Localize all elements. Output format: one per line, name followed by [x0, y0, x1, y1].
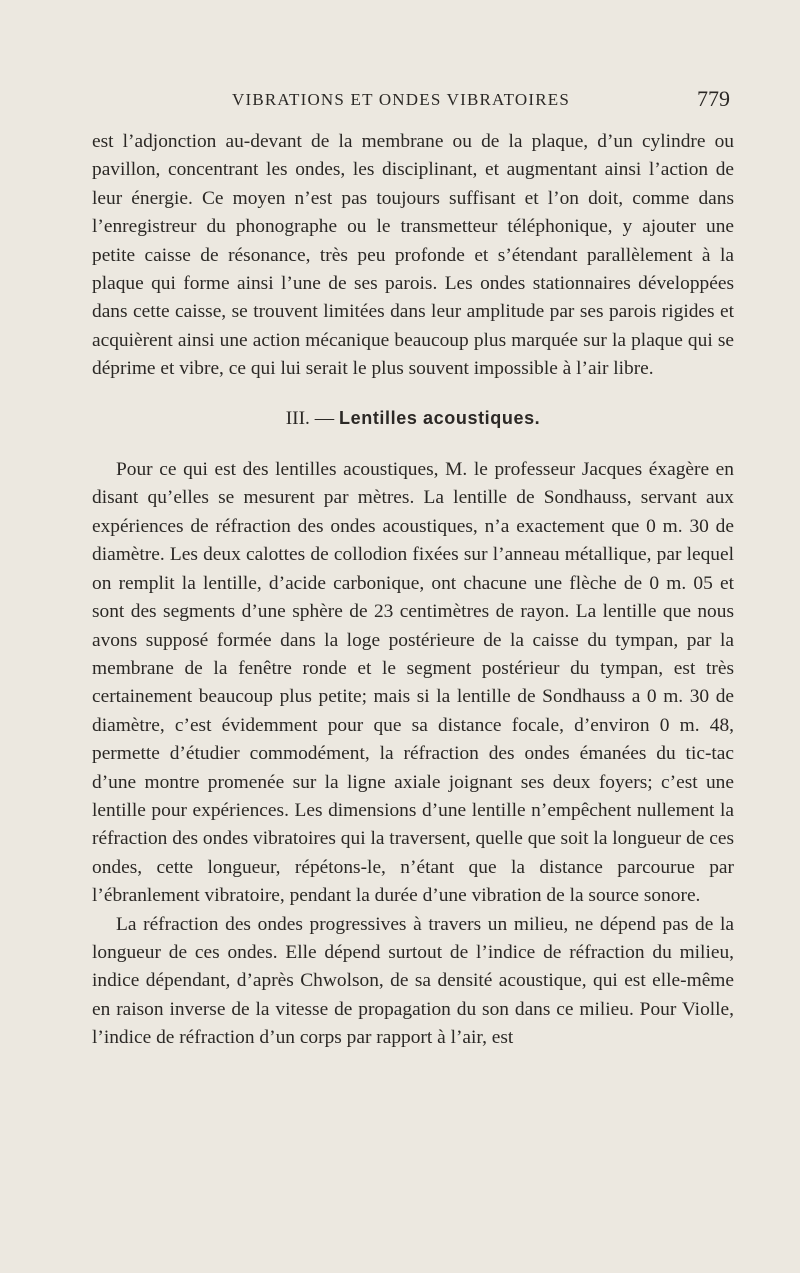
body-text [92, 128, 734, 1053]
paragraph-continuation: est l’adjonction au-devant de la membrane ou de la plaque, d’un cylindre ou pavillon, concentrant les ondes, les disciplinant, et augmentant ainsi l’action de leur énergie. Ce moyen n’est pas toujours suffisant et l’on doit, comme dans l’enregistreur du phonographe ou le transmetteur téléphonique, y ajouter une petite caisse de résonance, très peu profonde et s’étendant parallèlement à la plaque qui forme ainsi l’une de ses parois. Les ondes stationnaires développées dans cette caisse, se trouvent limitées dans leur amplitude par ses parois rigides et acquièrent ainsi une action mécanique beaucoup plus marquée sur la plaque qui se déprime et vibre, ce qui lui serait le plus souvent impossible à l’air libre. [92, 131, 734, 380]
section-heading [92, 404, 734, 433]
section-title: Lentilles acoustiques. [339, 407, 541, 428]
running-title: VIBRATIONS ET ONDES VIBRATOIRES [232, 90, 571, 109]
section-numeral: III. [285, 407, 310, 429]
paragraph-refraction: La réfraction des ondes progressives à travers un milieu, ne dépend pas de la longueur de ces ondes. Elle dépend surtout de l’indice de réfraction du milieu, indice dépendant, d’après Chwolson, de sa densité acoustique, qui est elle-même en raison inverse de la vitesse de propagation du son dans ce milieu. Pour Violle, l’indice de réfraction d’un corps par rapport à l’air, est [92, 913, 734, 1049]
section-dash: — [314, 407, 335, 429]
running-header [92, 86, 734, 116]
paragraph-lentilles: Pour ce qui est des lentilles acoustiques, M. le professeur Jacques éxagère en disant qu’elles se mesurent par mètres. La lentille de Sondhauss, servant aux expériences de réfraction des ondes acoustiques, n’a exactement que 0 m. 30 de diamètre. Les deux calottes de collodion fixées sur l’anneau métallique, par lequel on remplit la lentille, d’acide carbonique, ont chacune une flèche de 0 m. 05 et sont des segments d’une sphère de 23 centimètres de rayon. La lentille que nous avons supposé formée dans la loge postérieure de la caisse du tympan, par la membrane de la fenêtre ronde et le segment postérieur du tympan, est très certainement beaucoup plus petite; mais si la lentille de Sondhauss a 0 m. 30 de diamètre, c’est évidemment pour que sa distance focale, d’environ 0 m. 48, permette d’étudier commodément, la réfraction des ondes émanées du tic-tac d’une montre promenée sur la ligne axiale joignant ses deux foyers; c’est une lentille pour expériences. Les dimensions d’une lentille n’empêchent nullement la réfraction des ondes vibratoires qui la traversent, quelle que soit la longueur de ces ondes, cette longueur, répétons-le, n’étant que la distance parcourue par l’ébranlement vibratoire, pendant la durée d’une vibration de la source sonore. [92, 459, 734, 907]
page-number: 779 [697, 86, 730, 111]
